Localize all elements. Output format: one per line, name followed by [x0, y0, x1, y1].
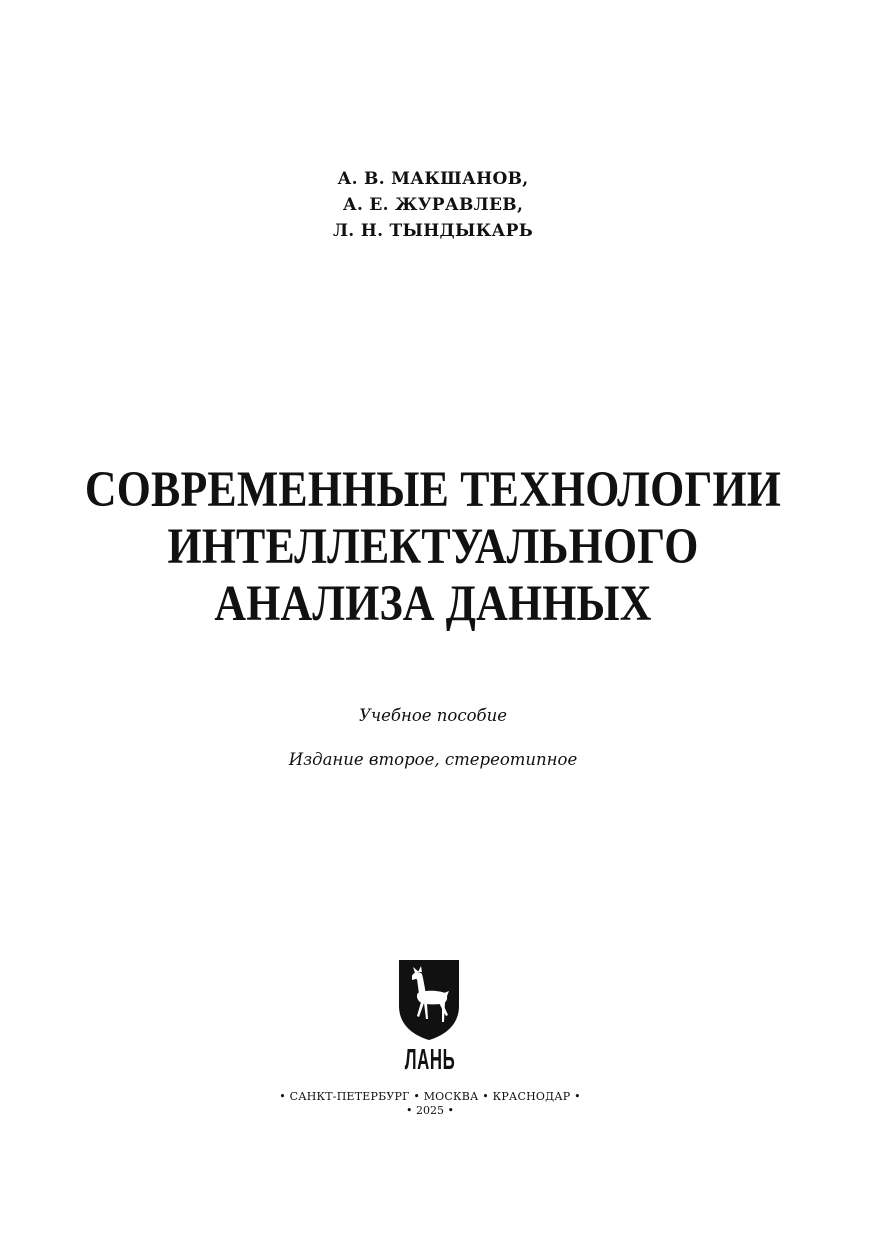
- publisher-cities: • САНКТ-ПЕТЕРБУРГ • МОСКВА • КРАСНОДАР •: [279, 1090, 581, 1103]
- publisher-name: ЛАНЬ: [404, 1044, 456, 1076]
- author-1: А. В. МАКШАНОВ,: [337, 169, 529, 189]
- title-line-3: АНАЛИЗА ДАННЫХ: [214, 576, 652, 632]
- authors-block: [0, 166, 866, 244]
- publication-year: • 2025 •: [406, 1104, 454, 1117]
- deer-shield-icon: [398, 960, 460, 1040]
- edition-note: Издание второе, стереотипное: [288, 750, 578, 769]
- author-2: А. Е. ЖУРАВЛЕВ,: [342, 195, 524, 215]
- author-3: Л. Н. ТЫНДЫКАРЬ: [332, 221, 534, 241]
- book-title: [61, 462, 806, 633]
- title-line-2: ИНТЕЛЛЕКТУАЛЬНОГО: [167, 519, 699, 575]
- title-line-1: СОВРЕМЕННЫЕ ТЕХНОЛОГИИ: [84, 462, 782, 518]
- book-type: Учебное пособие: [358, 706, 508, 725]
